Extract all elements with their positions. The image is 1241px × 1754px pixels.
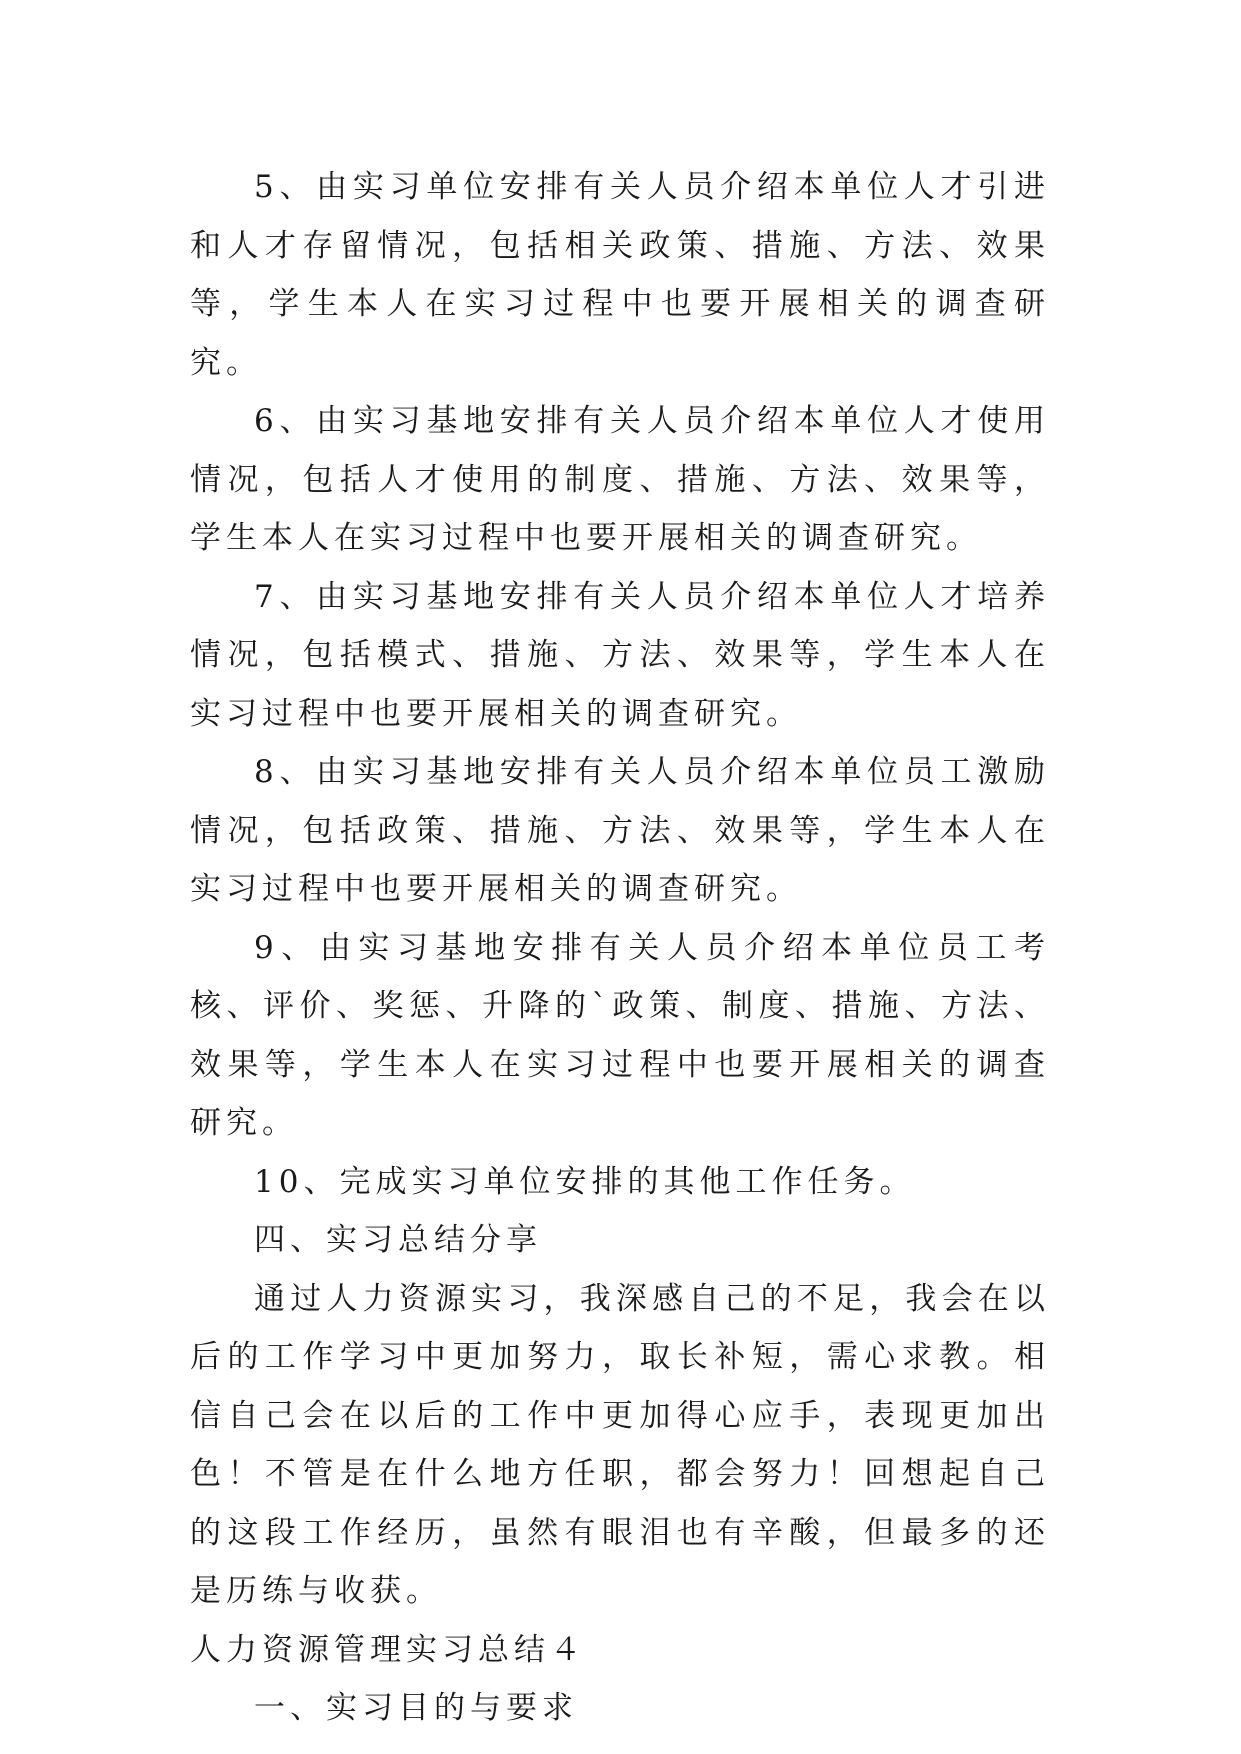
- paragraph-item-10: 10、完成实习单位安排的其他工作任务。: [254, 1163, 916, 1200]
- subsection-heading: 一、实习目的与要求: [254, 1690, 578, 1726]
- paragraph-item-8: 8、由实习基地安排有关人员介绍本单位员工激励情况，包括政策、措施、方法、效果等，学生本人在实习过程中也要开展相关的调查研究。: [190, 754, 1050, 907]
- paragraph-item-5: 5、由实习单位安排有关人员介绍本单位人才引进和人才存留情况，包括相关政策、措施、方法、效果等，学生本人在实习过程中也要开展相关的调查研究。: [190, 169, 1050, 381]
- section-heading-summary-sharing: 四、实习总结分享: [254, 1222, 542, 1258]
- paragraph-item-7: 7、由实习基地安排有关人员介绍本单位人才培养情况，包括模式、措施、方法、效果等，学生本人在实习过程中也要开展相关的调查研究。: [190, 578, 1050, 732]
- paragraph-item-9: 9、由实习基地安排有关人员介绍本单位员工考核、评价、奖惩、升降的`政策、制度、措施、方法、效果等，学生本人在实习过程中也要开展相关的调查研究。: [190, 929, 1050, 1141]
- document-body: [190, 158, 1050, 1738]
- section-title: 人力资源管理实习总结４: [190, 1631, 586, 1668]
- summary-paragraph: 通过人力资源实习，我深感自己的不足，我会在以后的工作学习中更加努力，取长补短，需心求教。相信自己会在以后的工作中更加得心应手，表现更加出色！不管是在什么地方任职，都会努力！回想起自己的这段工作经历，虽然有眼泪也有辛酸，但最多的还是历练与收获。: [190, 1280, 1050, 1609]
- paragraph-item-6: 6、由实习基地安排有关人员介绍本单位人才使用情况，包括人才使用的制度、措施、方法、效果等，学生本人在实习过程中也要开展相关的调查研究。: [190, 403, 1050, 556]
